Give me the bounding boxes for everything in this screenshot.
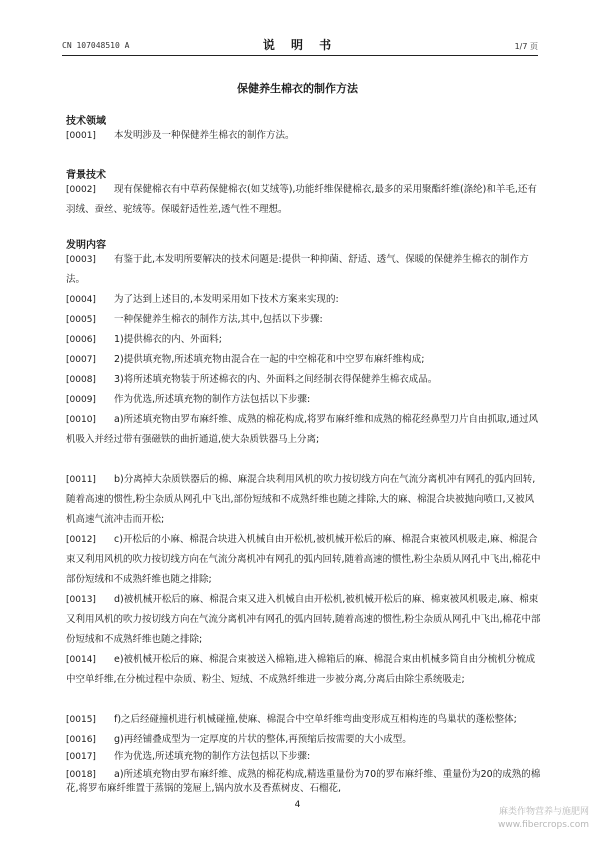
- paragraph-text: a)所述填充物由罗布麻纤维、成熟的棉花构成,将罗布麻纤维和成熟的棉花经鼻型刀片自由抓取,通过风机吸入并经过带有强磁铁的曲折通道,使大杂质铁器马上分离;: [66, 414, 539, 445]
- watermark-url: www.fibercrops.com: [498, 820, 589, 830]
- paragraph-number: [0015]: [66, 715, 96, 725]
- paragraph: [66, 370, 541, 390]
- paragraph-number: [0006]: [66, 335, 96, 345]
- document-type: 说 明 书: [262, 38, 338, 52]
- paragraph-text: 3)将所述填充物装于所述棉衣的内、外面料之间经制衣得保健养生棉衣成品。: [114, 374, 438, 385]
- paragraph-text: a)所述填充物由罗布麻纤维、成熟的棉花构成,精选重量份为70的罗布麻纤维、重量份为20的成熟的棉花,将罗布麻纤维置于蒸锅的笼屉上,锅内放水及香蕉树皮、石榴花,: [66, 769, 541, 794]
- paragraph: [66, 710, 541, 730]
- header-rule: [62, 55, 538, 56]
- watermark: [498, 806, 589, 832]
- paragraph-number: [0004]: [66, 295, 96, 305]
- document-title: 保健养生棉衣的制作方法: [237, 82, 358, 95]
- paragraph-text: b)分离掉大杂质铁器后的棉、麻混合块利用风机的吹力按切线方向在气流分离机冲有网孔的弧内回转,随着高速的惯性,粉尘杂质从网孔中飞出,部份短绒和不成熟纤维也随之排除,大的麻、棉混合块被抛向喷口,又被风机高速气流冲击而开松;: [66, 474, 536, 525]
- paragraph: [66, 748, 541, 766]
- paragraph-text: 本发明涉及一种保健养生棉衣的制作方法。: [114, 130, 295, 141]
- paragraph: [66, 330, 541, 350]
- paragraph-number: [0013]: [66, 595, 96, 605]
- paragraph: [66, 530, 541, 590]
- section-heading-technical-field: 技术领域: [66, 116, 106, 127]
- page-number: 4: [294, 800, 301, 810]
- paragraph-text: 2)提供填充物,所述填充物由混合在一起的中空棉花和中空罗布麻纤维构成;: [114, 354, 425, 365]
- watermark-title: 麻类作物营养与施肥网: [498, 807, 589, 817]
- paragraph-text: f)之后经碰撞机进行机械碰撞,使麻、棉混合中空单纤维弯曲变形成互相构连的鸟巢状的蓬松整体;: [114, 714, 517, 725]
- paragraph-number: [0009]: [66, 395, 96, 405]
- paragraph-number: [0002]: [66, 185, 96, 195]
- paragraph-text: 有鉴于此,本发明所要解决的技术问题是:提供一种抑菌、舒适、透气、保暖的保健养生棉衣的制作方法。: [66, 254, 529, 285]
- paragraph-number: [0005]: [66, 315, 96, 325]
- section-heading-summary: 发明内容: [66, 240, 106, 251]
- paragraph-number: [0008]: [66, 375, 96, 385]
- paragraph-text: d)被机械开松后的麻、棉混合束又进入机械自由开松机,被机械开松后的麻、棉束被风机吸走,麻、棉束又利用风机的吹力按切线方向在气流分离机冲有网孔的弧内回转,随着高速的惯性,粉尘杂质从网孔中飞出,棉花中部份短绒和不成熟纤维也随之排除;: [66, 594, 541, 645]
- paragraph: [66, 350, 541, 370]
- paragraph-number: [0011]: [66, 475, 96, 485]
- paragraph-number: [0010]: [66, 415, 96, 425]
- paragraph-text: 现有保健棉衣有中草药保健棉衣(如艾绒等),功能纤维保健棉衣,最多的采用聚酯纤维(涤纶)和羊毛,还有羽绒、蚕丝、驼绒等。保暖舒适性差,透气性不理想。: [66, 184, 537, 215]
- paragraph: [66, 250, 541, 290]
- paragraph: [66, 390, 541, 410]
- paragraph: [66, 126, 541, 146]
- paragraph: [66, 180, 541, 220]
- publication-number: CN 107048510 A: [62, 41, 130, 50]
- paragraph-number: [0017]: [66, 752, 96, 762]
- paragraph-number: [0016]: [66, 735, 96, 745]
- paragraph-number: [0012]: [66, 535, 96, 545]
- paragraph-text: c)开松后的小麻、棉混合块进入机械自由开松机,被机械开松后的麻、棉混合束被风机吸走,麻、棉混合束又利用风机的吹力按切线方向在气流分离机冲有网孔的弧内回转,随着高速的惯性,粉尘杂质从网孔中飞出,棉花中部份短绒和不成熟纤维也随之排除;: [66, 534, 541, 585]
- paragraph: [66, 290, 541, 310]
- paragraph: [66, 470, 541, 530]
- paragraph: [66, 410, 541, 450]
- paragraph-number: [0001]: [66, 131, 96, 141]
- paragraph-text: g)再经铺叠成型为一定厚度的片状的整体,再预缩后按需要的大小成型。: [114, 734, 412, 745]
- paragraph-text: 作为优选,所述填充物的制作方法包括以下步骤:: [114, 751, 311, 762]
- page-header: [62, 36, 538, 54]
- paragraph-text: e)被机械开松后的麻、棉混合束被送入棉箱,进入棉箱后的麻、棉混合束由机械多筒自由分梳机分梳成中空单纤维,在分梳过程中杂质、粉尘、短绒、不成熟纤维进一步被分离,分离后由除尘系统吸走;: [66, 654, 536, 685]
- paragraph-number: [0007]: [66, 355, 96, 365]
- paragraph-number: [0014]: [66, 655, 96, 665]
- paragraph: [66, 768, 541, 795]
- paragraph-text: 一种保健养生棉衣的制作方法,其中,包括以下步骤:: [114, 314, 323, 325]
- paragraph-text: 为了达到上述目的,本发明采用如下技术方案来实现的:: [114, 294, 339, 305]
- paragraph-text: 作为优选,所述填充物的制作方法包括以下步骤:: [114, 394, 311, 405]
- section-heading-background: 背景技术: [66, 170, 106, 181]
- page-indicator: 1/7 页: [514, 42, 538, 51]
- paragraph-number: [0003]: [66, 255, 96, 265]
- paragraph: [66, 590, 541, 650]
- paragraph: [66, 730, 541, 750]
- paragraph: [66, 310, 541, 330]
- paragraph-number: [0018]: [66, 770, 96, 780]
- paragraph-text: 1)提供棉衣的内、外面料;: [114, 334, 222, 345]
- paragraph: [66, 650, 541, 690]
